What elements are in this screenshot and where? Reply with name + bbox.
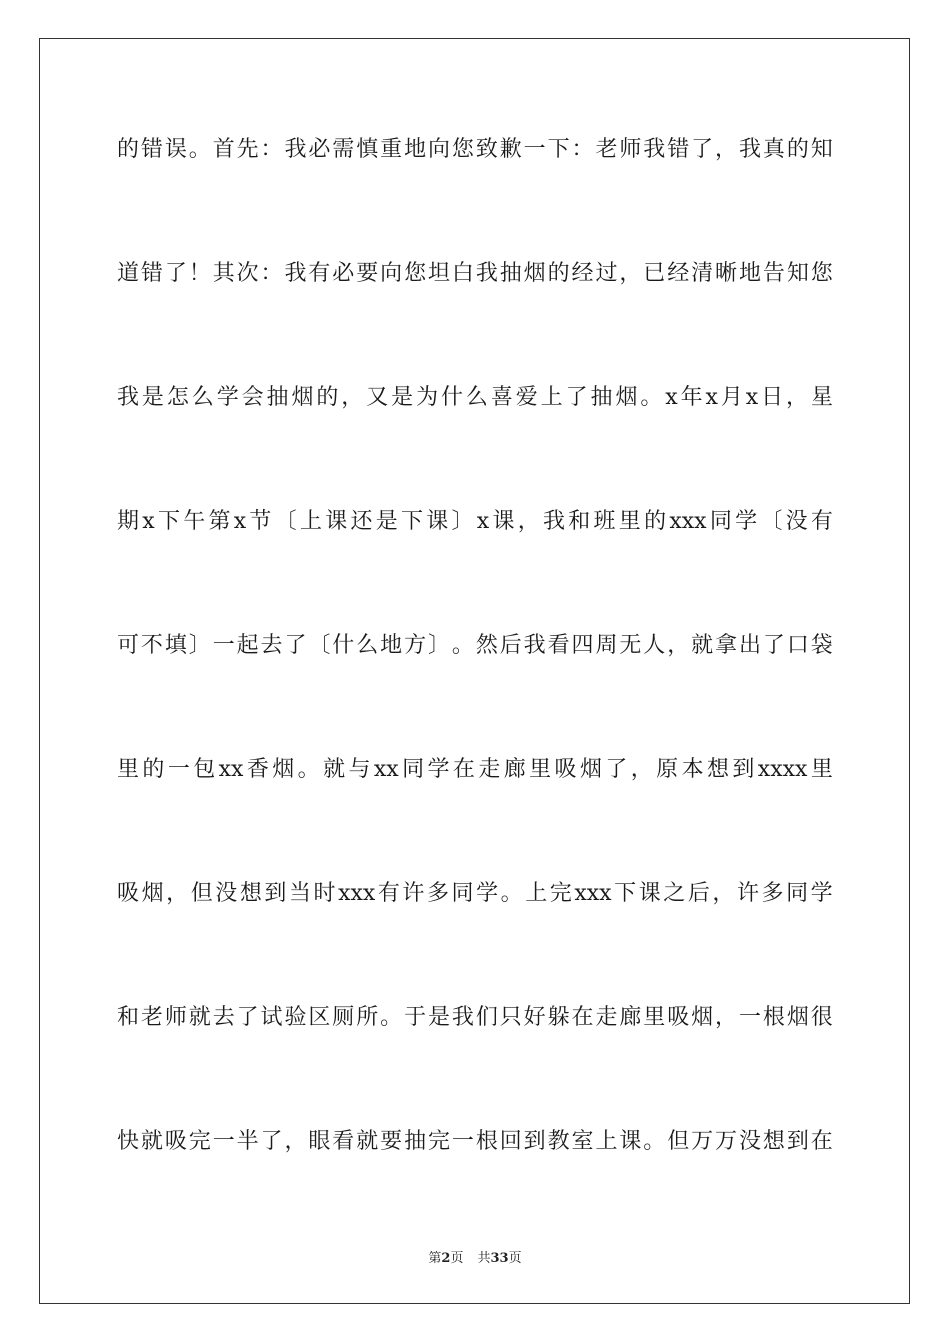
text-line: 里 的 一 包 xx 香 烟 。 就 与 xx 同 学 在 走 廊 里 吸 烟 了 ， 原 本 想 到 xxxx 里 [117,757,833,782]
text-line: 道 错 了 ！ 其 次 ： 我 有 必 要 向 您 坦 白 我 抽 烟 的 经 过 ， 已 经 清 晰 地 告 知 您 [117,261,833,286]
page-number-suffix: 页 [450,1251,464,1266]
document-body [117,128,833,1244]
text-line: 吸 烟 ， 但 没 想 到 当 时 xxx 有 许 多 同 学 。 上 完 xxx 下 课 之 后 ， 许 多 同 学 [117,881,833,906]
text-line: 期 x 下 午 第 x 节 〔 上 课 还 是 下 课 〕 x 课 ， 我 和 班 里 的 xxx 同 学 〔 没 有 [117,509,833,534]
page-total-suffix: 页 [508,1251,522,1266]
page-total: 33 [490,1251,509,1266]
page-footer [0,1247,950,1266]
text-line: 可 不 填 〕 一 起 去 了 〔 什 么 地 方 〕 。 然 后 我 看 四 周 无 人 ， 就 拿 出 了 口 袋 [117,633,833,658]
page-number-current: 2 [441,1251,451,1266]
page-number-prefix: 第 [428,1251,442,1266]
page-total-prefix: 共 [477,1251,491,1266]
text-line: 的 错 误 。 首 先 ： 我 必 需 慎 重 地 向 您 致 歉 一 下 ： 老 师 我 错 了 ， 我 真 的 知 [117,137,833,162]
text-line: 和 老 师 就 去 了 试 验 区 厕 所 。 于 是 我 们 只 好 躲 在 走 廊 里 吸 烟 ， 一 根 烟 很 [117,1005,833,1030]
text-line: 快 就 吸 完 一 半 了 ， 眼 看 就 要 抽 完 一 根 回 到 教 室 上 课 。 但 万 万 没 想 到 在 [117,1129,833,1154]
text-line: 我 是 怎 么 学 会 抽 烟 的 ， 又 是 为 什 么 喜 爱 上 了 抽 烟 。 x 年 x 月 x 日 ， 星 [117,385,833,410]
